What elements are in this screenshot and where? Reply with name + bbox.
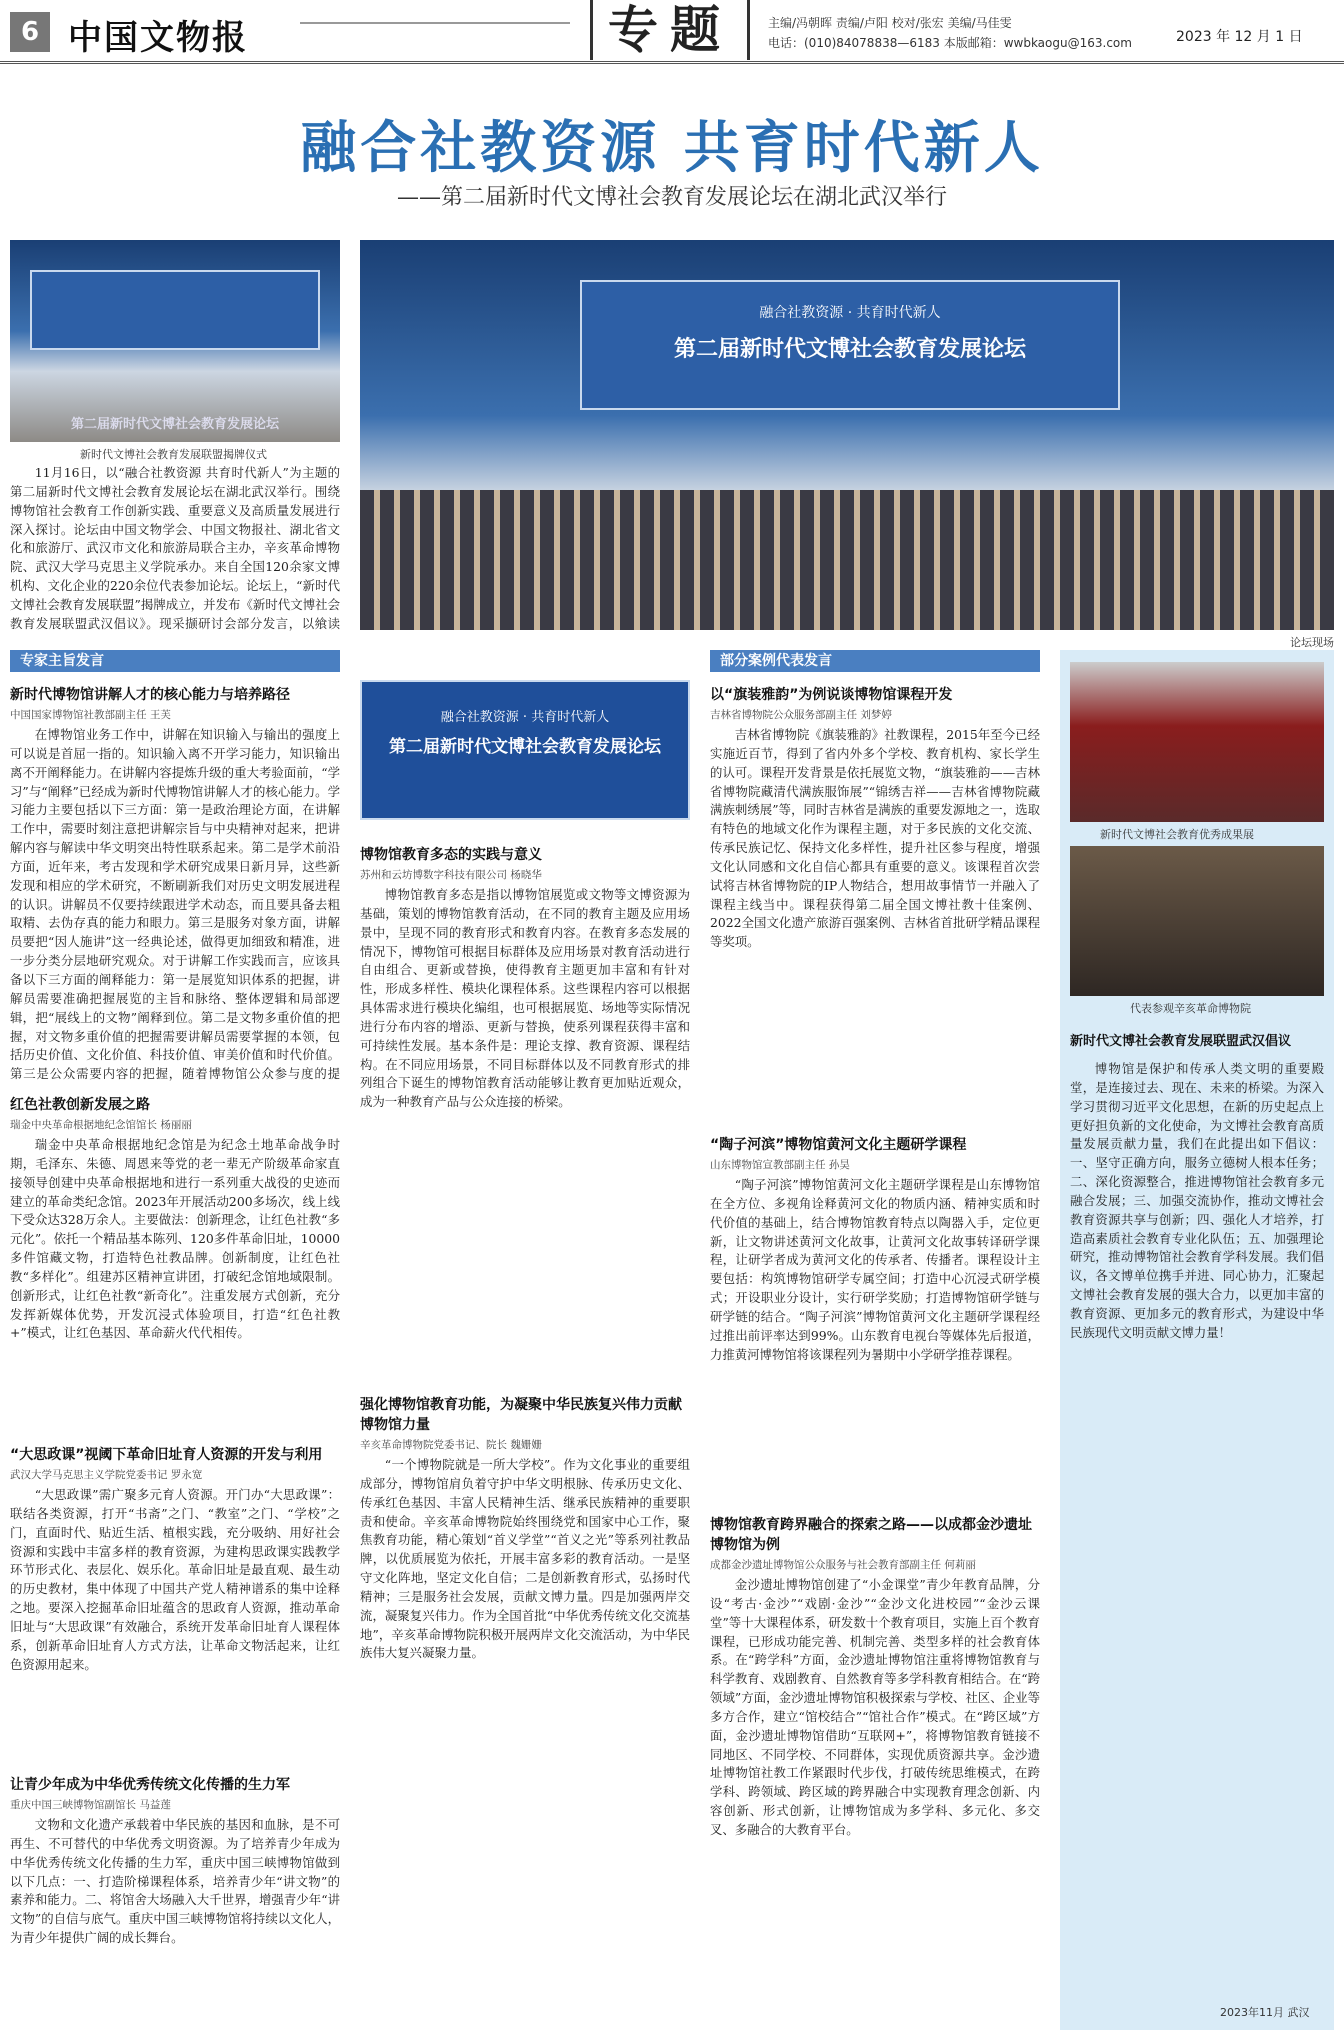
exhibition-caption: 新时代文博社会教育优秀成果展 — [1100, 828, 1254, 841]
column-1 — [10, 676, 340, 2026]
ceremony-caption: 新时代文博社会教育发展联盟揭牌仪式 — [80, 448, 267, 461]
article-title: “大思政课”视阈下革命旧址育人资源的开发与利用 — [10, 1447, 323, 1463]
initiative-sign: 2023年11月 武汉 — [1220, 2006, 1310, 2019]
forum-caption: 论坛现场 — [1290, 636, 1334, 649]
masthead-rule — [300, 22, 570, 24]
contact-line: 电话：(010)84078838—6183 本版邮箱：wwbkaogu@163.com — [768, 36, 1132, 50]
article-body: 在博物馆业务工作中，讲解在知识输入与输出的强度上可以说是首屈一指的。知识输入离不开学习能力，知识输出离不开阐释能力。在讲解内容提炼升级的重大考验面前，“学习”与“阐释”已经成为新时代博物馆讲解人才的核心能力。学习能力主要包括以下三方面：第一是政治理论方面，在讲解工作中，需要时刻注意把讲解宗旨与中央精神对起来，把讲解内容与解读中华文明突出特性联系起来。第二是学术前沿方面，近年来，考古发现和学术研究成果日新月异，这些新发现和相应的学术研究，不断刷新我们对历史文明发展进程的认识。讲解员不仅要持续跟进学术动态，而且要具备去粗取精、去伪存真的能力和眼力。第三是服务对象方面，讲解员要把“因人施讲”这一经典论述，做得更加细致和精准，进一步分类分层地研究观众。对于讲解工作实践而言，应该具备以下三方面的阐释能力：第一是展览知识体系的把握，讲解员需要准确把握展览的主旨和脉络、整体逻辑和局部逻辑，把“展线上的文物”阐释到位。第二是文物多重价值的把握，对文物多重价值的把握需要讲解员需要掌握的本领，包括历史价值、文化价值、科技价值、审美价值和时代价值。第三是公众需要内容的把握，随着博物馆公众参与度的提 — [10, 727, 340, 1082]
forum-logo-image — [360, 680, 690, 820]
initiative-title: 新时代文博社会教育发展联盟武汉倡议 — [1070, 1034, 1292, 1049]
article-body: “陶子河滨”博物馆黄河文化主题研学课程是山东博物馆在全方位、多视角诠释黄河文化的物质内涵、精神实质和时代价值的基础上，结合博物馆教育特点以陶器入手，定位更新，让文物讲述黄河文化故事，让黄河文化故事转译研学课程，让研学者成为黄河文化的传承者、传播者。课程设计主要包括：构筑博物馆研学专属空间；打造中心沉浸式研学模式；开设职业分设计，实行研学奖励；打造博物馆研学链与研学链的结合。“陶子河滨”博物馆黄河文化主题研学课程经过推出前评率达到99%。山东教育电视台等媒体先后报道，力推黄河博物馆将该课程列为暑期中小学研学推荐课程。 — [710, 1177, 1040, 1362]
logo-slogan: 融合社教资源 · 共育时代新人 — [440, 710, 610, 725]
ceremony-photo — [10, 240, 340, 442]
article-body: “一个博物院就是一所大学校”。作为文化事业的重要组成部分，博物馆肩负着守护中华文明根脉、传承历史文化、传承红色基因、丰富人民精神生活、继承民族精神的重要职责和使命。辛亥革命博物院始终围绕党和国家中心工作，聚焦教育功能，精心策划“首义学堂”“首义之光”等系列社教品牌，以优质展览为依托，开展丰富多彩的教育活动。一是坚守文化阵地，坚定文化自信；二是创新教育形式，弘扬时代精神；三是服务社会发展，贡献文博力量。四是加强两岸交流，凝聚复兴伟力。作为全国首批“中华优秀传统文化交流基地”，辛亥革命博物院积极开展两岸文化交流活动，为中华民族伟大复兴凝聚力量。 — [360, 1457, 690, 1661]
article-title: 博物馆教育跨界融合的探索之路——以成都金沙遗址博物馆为例 — [710, 1517, 1032, 1553]
intro-text: 11月16日，以“融合社教资源 共育时代新人”为主题的第二届新时代文博社会教育发展论坛在湖北武汉举行。围绕博物馆社会教育工作创新实践、重要意义及高质量发展进行深入探讨。论坛由中国文物学会、中国文物报社、湖北省文化和旅游厅、武汉市文化和旅游局联合主办，辛亥革命博物院、武汉大学马克思主义学院承办。来自全国120余家文博机构、文化企业的220余位代表参加论坛。论坛上，“新时代文博社会教育发展联盟”揭牌成立，并发布《新时代文博社会教育发展联盟武汉倡议》。现采撷研讨会部分发言，以飨读 — [10, 465, 340, 631]
article-author: 瑞金中央革命根据地纪念馆馆长 杨丽丽 — [10, 1119, 192, 1131]
article-author: 苏州和云坊博数字科技有限公司 杨晓华 — [360, 869, 542, 881]
article-author: 山东博物馆宣教部副主任 孙昊 — [710, 1159, 850, 1171]
exhibition-photo — [1070, 662, 1324, 822]
forum-banner-title: 第二届新时代文博社会教育发展论坛 — [673, 337, 1026, 362]
column-2 — [360, 836, 690, 2026]
visit-caption: 代表参观辛亥革命博物院 — [1130, 1002, 1251, 1015]
article-body: 吉林省博物院《旗装雅韵》社教课程，2015年至今已经实施近百节，得到了省内外多个学校、教育机构、家长学生的认可。课程开发背景是依托展览文物，“旗装雅韵——吉林省博物院藏清代满族服饰展”“锦绣吉祥——吉林省博物院藏满族刺绣展”等，同时吉林省是满族的重要发源地之一，选取有特色的地域文化作为课程主题，对于多民族的文化交流、传承民族记忆、保持文化多样性，提升社区参与程度，增强文化认同感和文化自信心都具有重要的意义。该课程首次尝试将吉林省博物院的IP人物结合，想用故事情节一并融入了课程主线当中。课程获得第二届全国文博社教十佳案例、2022全国文化遗产旅游百强案例、吉林省首批研学精品课程等奖项。 — [710, 727, 1040, 950]
issue-date: 2023 年 12 月 1 日 — [1176, 29, 1303, 45]
article-author: 吉林省博物院公众服务部副主任 刘梦婷 — [710, 709, 892, 721]
article-body: 金沙遗址博物馆创建了“小金课堂”青少年教育品牌，分设“考古·金沙”“戏剧·金沙”“金沙文化进校园”“金沙云课堂”等十大课程体系，研发数十个教育项目，实施上百个教育课程，已形成功能完善、机制完善、类型多样的社会教育体系。在“跨学科”方面，金沙遗址博物馆注重将博物馆教育与科学教育、戏剧教育、自然教育等多学科教育相结合。在“跨领域”方面，金沙遗址博物馆积极探索与学校、社区、企业等多方合作，建立“馆校结合”“馆社合作”模式。在“跨区域”方面，金沙遗址博物馆借助“互联网+”，将博物馆教育链接不同地区、不同学校、不同群体，实现优质资源共享。金沙遗址博物馆社教工作紧跟时代步伐，打破传统思维模式，在跨学科、跨领域、跨区域的跨界融合中实现教育理念创新、内容创新、形式创新，让博物馆成为多学科、多元化、多交叉、多融合的大教育平台。 — [710, 1577, 1040, 1837]
forum-photo — [360, 240, 1334, 630]
article-author: 重庆中国三峡博物馆副馆长 马益莲 — [10, 1799, 171, 1811]
visit-photo — [1070, 846, 1324, 996]
paper-name: 中国文物报 — [68, 18, 248, 58]
article-body: 文物和文化遗产承载着中华民族的基因和血脉，是不可再生、不可替代的中华优秀文明资源。为了培养青少年成为中华优秀传统文化传播的生力军，重庆中国三峡博物馆做到以下几点：一、打造阶梯课程体系，培养青少年“讲文物”的素养和能力。二、将馆舍大场融入大千世界，增强青少年“讲文物”的自信与底气。重庆中国三峡博物馆将持续以文化人，为青少年提供广阔的成长舞台。 — [10, 1817, 340, 1946]
article-title: 新时代博物馆讲解人才的核心能力与培养路径 — [10, 687, 290, 703]
article-body: 瑞金中央革命根据地纪念馆是为纪念土地革命战争时期，毛泽东、朱德、周恩来等党的老一辈无产阶级革命家直接领导创建中央革命根据地和进行一系列重大战役的史迹而建立的革命类纪念馆。2023年开展活动200多场次，线上线下受众达328万余人。主要做法：创新理念，让红色社教“多元化”。依托一个精品基本陈列、120多件革命旧址，10000多件馆藏文物，打造特色社教品牌。创新制度，让红色社教“多样化”。组建苏区精神宣讲团，打破纪念馆地域限制。创新形式，让红色社教“新奇化”。注重发展方式创新，充分发挥新媒体优势，开发沉浸式体验项目，打造“红色社教+”模式，让红色基因、革命薪火代代相传。 — [10, 1137, 340, 1341]
experts-section-header: 专家主旨发言 — [10, 650, 340, 672]
forum-banner-slogan: 融合社教资源 · 共育时代新人 — [759, 305, 941, 321]
section-name: 专题 — [590, 0, 750, 60]
article-title: 让青少年成为中华优秀传统文化传播的生力军 — [10, 1777, 290, 1793]
page-number: 6 — [10, 12, 50, 52]
staff-line: 主编/冯朝晖 责编/卢阳 校对/张宏 美编/马佳雯 — [768, 16, 1012, 30]
article-author: 成都金沙遗址博物馆公众服务与社会教育部副主任 何莉丽 — [710, 1559, 976, 1571]
ceremony-banner: 第二届新时代文博社会教育发展论坛 — [70, 417, 279, 432]
article-title: 博物馆教育多态的实践与意义 — [360, 847, 542, 863]
article-title: 强化博物馆教育功能，为凝聚中华民族复兴伟力贡献博物馆力量 — [360, 1397, 682, 1433]
article-author: 武汉大学马克思主义学院党委书记 罗永宽 — [10, 1469, 203, 1481]
column-3 — [710, 676, 1040, 2026]
cases-section-header: 部分案例代表发言 — [710, 650, 1040, 672]
article-title: 以“旗装雅韵”为例说谈博物馆课程开发 — [710, 687, 953, 703]
initiative-body: 博物馆是保护和传承人类文明的重要殿堂，是连接过去、现在、未来的桥梁。为深入学习贯彻习近平文化思想，在新的历史起点上更好担负新的文化使命，为文博社会教育高质量发展贡献力量，我们在此提出如下倡议：一、坚守正确方向，服务立德树人根本任务；二、深化资源整合，推进博物馆社会教育多元融合发展；三、加强交流协作，推动文博社会教育资源共享与创新；四、强化人才培养，打造高素质社会教育专业化队伍；五、加强理论研究，推动博物馆社会教育学科发展。我们倡议，各文博单位携手并进、同心协力，汇聚起文博社会教育发展的强大合力，以更加丰富的教育资源、更加多元的教育形式，为建设中华民族现代文明贡献文博力量！ — [1070, 1061, 1324, 1340]
article-body: 博物馆教育多态是指以博物馆展览或文物等文博资源为基础，策划的博物馆教育活动，在不同的教育主题及应用场景中，呈现不同的教育形式和教育内容。在教育多态发展的情况下，博物馆可根据目标群体及应用场景对教育活动进行自由组合、更新或替换，使得教育主题更加丰富和有针对性，形成多样性、模块化课程体系。这些课程内容可以根据具体需求进行模块化编组，也可根据展览、场地等实际情况进行分布内容的增添、更新与替换，使系列课程获得丰富和可持续性发展。基本条件是：理论支撑、教育资源、课程结构。在不同应用场景，不同目标群体以及不同教育形式的排列组合下诞生的博物馆教育活动能够让教育更加贴近观众，成为一种教育产品与公众连接的桥梁。 — [360, 887, 690, 1110]
article-author: 中国国家博物馆社教部副主任 王芙 — [10, 709, 171, 721]
article-author: 辛亥革命博物院党委书记、院长 魏姗姗 — [360, 1439, 542, 1451]
article-body: “大思政课”需广聚多元育人资源。开门办“大思政课”：联结各类资源，打开“书斋”之门、“教室”之门、“学校”之门，直面时代、贴近生活、植根实践，充分吸纳、用好社会资源和实践中丰富多样的教育资源，为建构思政课实践教学环节形式化、表层化、娱乐化。革命旧址是最直观、最生动的历史教材，集中体现了中国共产党人精神谱系的集中诠释之地。要深入挖掘革命旧址蕴含的思政育人资源，推动革命旧址与“大思政课”有效融合，系统开发革命旧址育人课程体系，创新革命旧址育人方式方法，让革命文物活起来，让红色资源用起来。 — [10, 1487, 340, 1672]
headline: 融合社教资源 共育时代新人 — [300, 116, 1044, 181]
logo-title: 第二届新时代文博社会教育发展论坛 — [389, 737, 661, 757]
subheadline: ——第二届新时代文博社会教育发展论坛在湖北武汉举行 — [396, 185, 947, 210]
article-title: “陶子河滨”博物馆黄河文化主题研学课程 — [710, 1137, 967, 1153]
article-title: 红色社教创新发展之路 — [10, 1097, 150, 1113]
